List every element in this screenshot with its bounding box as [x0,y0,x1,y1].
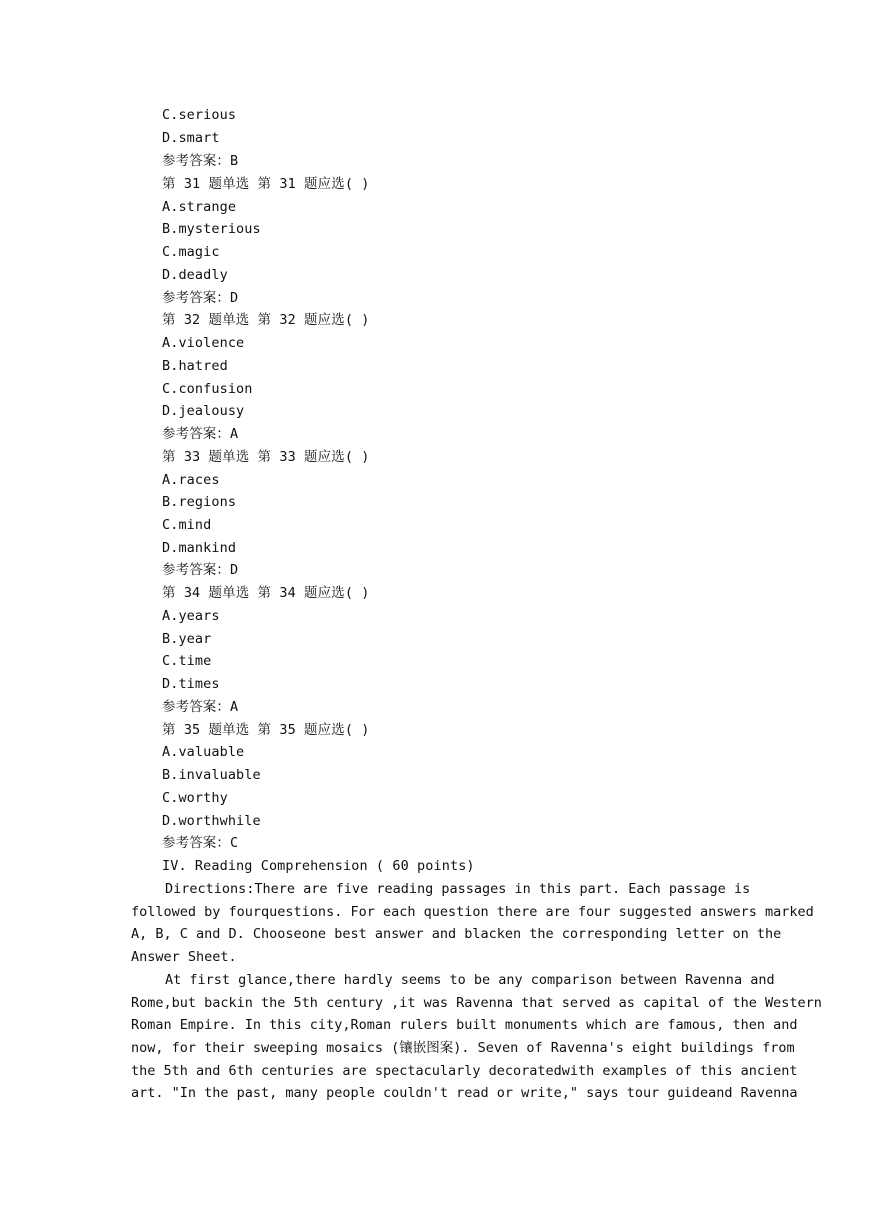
directions-line: Directions:There are five reading passages in this part. Each passage is [165,881,751,897]
option-b: B.invaluable [162,767,261,783]
option-a: A.strange [162,199,237,215]
directions-line: Answer Sheet. [131,949,237,966]
passage-line: the 5th and 6th centuries are spectacularly decoratedwith examples of this ancient [131,1062,798,1079]
directions-line: A, B, C and D. Chooseone best answer and blacken the corresponding letter on the [131,926,782,943]
option-b: B.regions [162,494,237,510]
directions-line: followed by fourquestions. For each question there are four suggested answers marked [131,903,814,920]
passage-line: At first glance,there hardly seems to be any comparison between Ravenna and [165,972,775,988]
option-c: C.magic [162,244,220,260]
reference-answer: 参考答案：D [162,290,239,306]
option-d: D.mankind [162,540,237,556]
option-a: A.violence [162,335,245,351]
option-a: A.years [162,608,220,624]
option-a: A.valuable [162,744,245,760]
option-d: D.jealousy [162,403,245,419]
reference-answer: 参考答案：A [162,699,239,715]
option-b: B.hatred [162,358,228,374]
question-34-header: 第 34 题单选 第 34 题应选( ) [162,585,370,601]
question-31-header: 第 31 题单选 第 31 题应选( ) [162,176,370,192]
option-c: C.serious [162,107,237,123]
option-b: B.year [162,631,212,647]
option-b: B.mysterious [162,221,261,237]
option-d: D.worthwhile [162,813,261,829]
option-d: D.times [162,676,220,692]
option-d: D.deadly [162,267,228,283]
passage-line: Roman Empire. In this city,Roman rulers built monuments which are famous, then and [131,1017,798,1034]
question-35-header: 第 35 题单选 第 35 题应选( ) [162,722,370,738]
option-c: C.time [162,653,212,669]
passage-line: Rome,but backin the 5th century ,it was Ravenna that served as capital of the Western [131,994,822,1011]
directions-paragraph [131,878,814,969]
option-d: D.smart [162,130,220,146]
question-33-header: 第 33 题单选 第 33 题应选( ) [162,449,370,465]
option-c: C.worthy [162,790,228,806]
passage-line: now, for their sweeping mosaics (镶嵌图案). Seven of Ravenna's eight buildings from [131,1040,795,1057]
reference-answer: 参考答案：A [162,426,239,442]
section-heading: IV. Reading Comprehension ( 60 points) [162,858,475,874]
reading-passage [131,969,822,1105]
option-c: C.mind [162,517,212,533]
option-a: A.races [162,472,220,488]
reference-answer: 参考答案：D [162,562,239,578]
reference-answer: 参考答案：B [162,153,239,169]
passage-line: art. "In the past, many people couldn't read or write," says tour guideand Ravenna [131,1085,798,1102]
reference-answer: 参考答案：C [162,835,239,851]
question-32-header: 第 32 题单选 第 32 题应选( ) [162,312,370,328]
option-c: C.confusion [162,381,253,397]
